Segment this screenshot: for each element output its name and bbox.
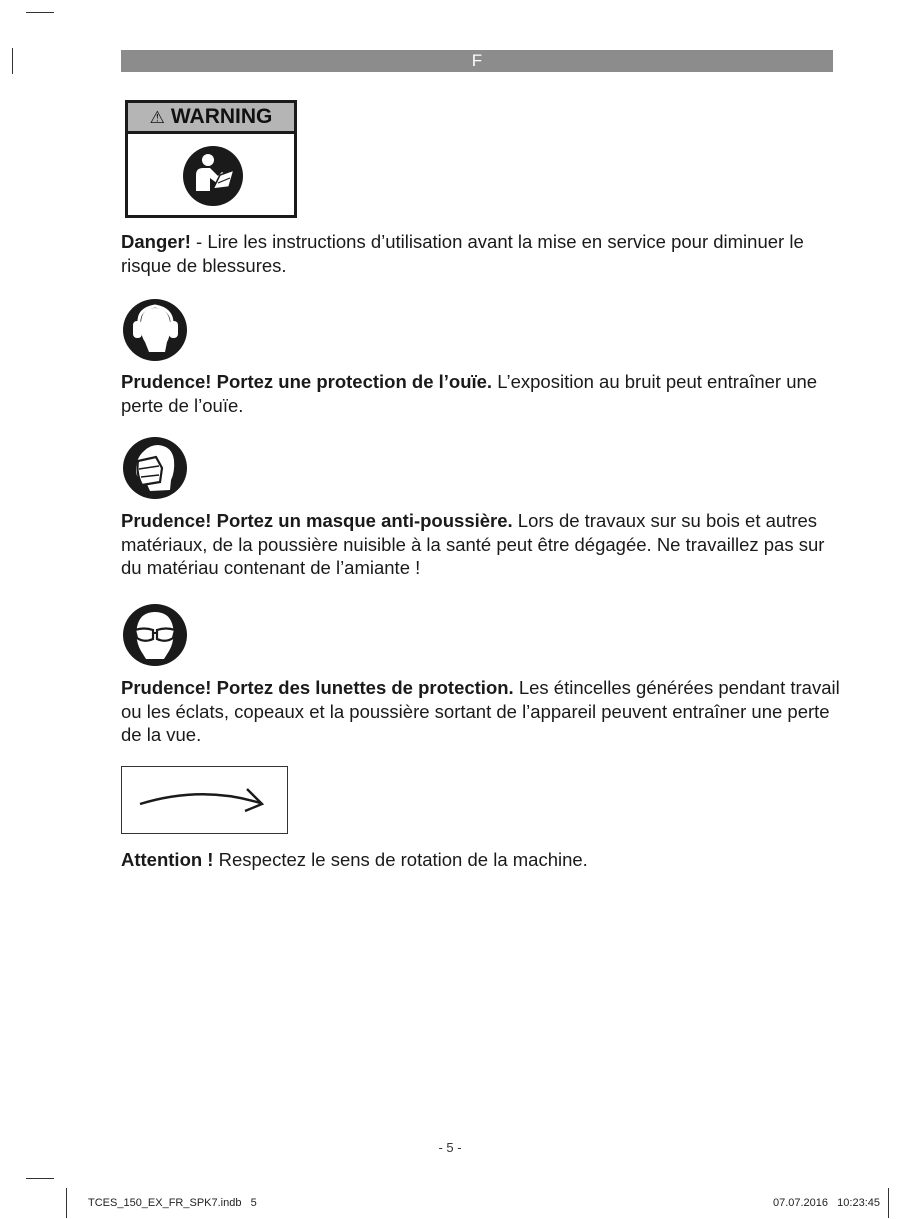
crop-mark-top-left: [26, 12, 54, 13]
dust-mask-text: [121, 509, 841, 580]
crop-mark-left: [12, 48, 13, 74]
dust-mask-body: Lors de travaux sur su bois et autres matériaux, de la poussière nuisible à la santé peut être dégagée. Ne travaillez pas sur du matériau contenant de l’amiante !: [121, 510, 825, 578]
dust-mask-heading: Prudence! Portez un masque anti-poussière.: [121, 510, 513, 531]
crop-mark-bottom-left: [26, 1178, 54, 1179]
danger-body: - Lire les instructions d’utilisation avant la mise en service pour diminuer le risque de blessures.: [121, 231, 804, 276]
hearing-protection-heading: Prudence! Portez une protection de l’ouïe.: [121, 371, 493, 392]
crop-mark-footer-right: [888, 1188, 889, 1218]
rotation-direction-box: [121, 766, 288, 834]
danger-heading: Danger!: [121, 231, 191, 252]
safety-goggles-body: Les étincelles générées pendant travail ou les éclats, copeaux et la poussière sortant de l’appareil peuvent entraîner une perte de la vue.: [121, 677, 840, 745]
ear-protection-icon: [122, 298, 188, 362]
rotation-direction-heading: Attention !: [121, 849, 214, 870]
warning-header: [128, 103, 294, 134]
hearing-protection-body: L’exposition au bruit peut entraîner une perte de l’ouïe.: [121, 371, 818, 416]
crop-mark-footer-left: [66, 1188, 67, 1218]
footer-timestamp: 07.07.2016 10:23:45: [772, 1197, 880, 1209]
warning-label: [125, 100, 297, 218]
warning-title: WARNING: [170, 105, 273, 128]
page-number: - 5 -: [438, 1140, 462, 1155]
rotation-direction-arrow-icon: [122, 767, 287, 833]
rotation-direction-body: Respectez le sens de rotation de la machine.: [213, 849, 588, 870]
warning-triangle-icon: ⚠: [149, 108, 165, 127]
dust-mask-icon: [122, 436, 188, 500]
safety-goggles-heading: Prudence! Portez des lunettes de protection.: [121, 677, 514, 698]
safety-goggles-icon: [122, 603, 188, 667]
safety-goggles-text: [121, 676, 841, 747]
hearing-protection-text: [121, 370, 841, 417]
language-header-bar: F: [121, 50, 833, 72]
danger-read-manual-text: [121, 230, 841, 277]
footer-file-name: TCES_150_EX_FR_SPK7.indb 5: [88, 1197, 257, 1209]
read-manual-icon: [182, 145, 244, 207]
rotation-direction-text: [121, 848, 841, 872]
